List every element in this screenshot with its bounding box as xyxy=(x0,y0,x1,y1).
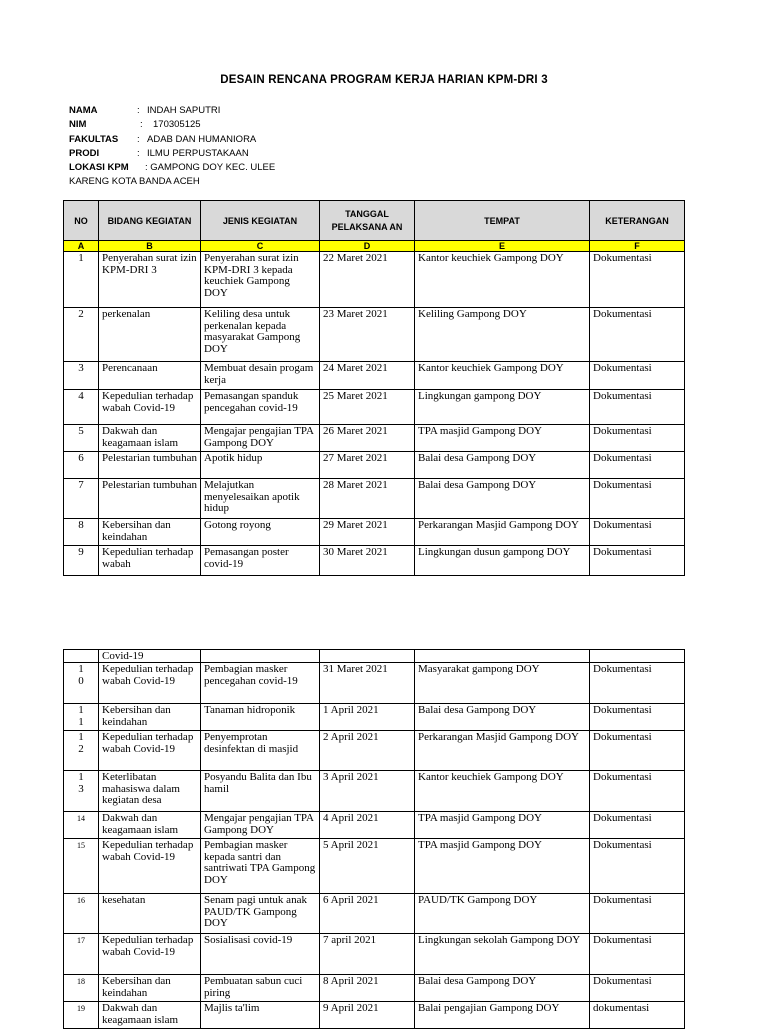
cell-no: 8 xyxy=(64,519,99,546)
cell-jenis: Sosialisasi covid-19 xyxy=(201,934,320,975)
cell-tempat: PAUD/TK Gampong DOY xyxy=(415,894,590,934)
cell-bidang: Covid-19 xyxy=(99,650,201,663)
cell-tanggal: 28 Maret 2021 xyxy=(320,479,415,519)
cell-no xyxy=(64,663,99,704)
letter-c: C xyxy=(201,241,320,252)
cell-keterangan: Dokumentasi xyxy=(590,934,685,975)
row-number-digit: 1 xyxy=(78,663,84,675)
cell-jenis: Pemasangan poster covid-19 xyxy=(201,546,320,576)
cell-bidang: Kebersihan dan keindahan xyxy=(99,975,201,1002)
cell-bidang: Penyerahan surat izin KPM-DRI 3 xyxy=(99,252,201,308)
cell-tanggal: 2 April 2021 xyxy=(320,731,415,771)
cell-jenis: Majlis ta'lim xyxy=(201,1002,320,1029)
table-row xyxy=(64,479,685,519)
info-row-lokasi-cont xyxy=(69,175,275,189)
cell-no xyxy=(64,771,99,812)
cell-keterangan: Dokumentasi xyxy=(590,812,685,839)
cell-tempat: Balai desa Gampong DOY xyxy=(415,704,590,731)
table-row xyxy=(64,1002,685,1029)
cell-keterangan: Dokumentasi xyxy=(590,390,685,425)
info-continuation: KARENG KOTA BANDA ACEH xyxy=(69,176,200,188)
cell-bidang: Dakwah dan keagamaan islam xyxy=(99,425,201,452)
cell-bidang: Kebersihan dan keindahan xyxy=(99,704,201,731)
cell-no xyxy=(64,704,99,731)
cell-tanggal: 27 Maret 2021 xyxy=(320,452,415,479)
row-number-digit: 0 xyxy=(78,674,84,687)
cell-keterangan: Dokumentasi xyxy=(590,308,685,362)
cell-bidang: perkenalan xyxy=(99,308,201,362)
cell-tempat: Kantor keuchiek Gampong DOY xyxy=(415,362,590,390)
info-row-prodi xyxy=(69,147,275,161)
cell-no: 3 xyxy=(64,362,99,390)
cell-keterangan: dokumentasi xyxy=(590,1002,685,1029)
cell-keterangan xyxy=(590,650,685,663)
table-row xyxy=(64,390,685,425)
info-row-nim xyxy=(69,118,275,132)
cell-tempat: Balai desa Gampong DOY xyxy=(415,479,590,519)
info-sep: : xyxy=(137,105,140,116)
table-row xyxy=(64,812,685,839)
info-sep: : xyxy=(137,133,140,145)
cell-tanggal: 1 April 2021 xyxy=(320,704,415,731)
table-row xyxy=(64,839,685,894)
cell-tempat: Keliling Gampong DOY xyxy=(415,308,590,362)
header-tempat: TEMPAT xyxy=(415,201,590,241)
cell-no: 1 xyxy=(64,252,99,308)
cell-tanggal: 23 Maret 2021 xyxy=(320,308,415,362)
header-tanggal: TANGGAL PELAKSANA AN xyxy=(320,201,415,241)
cell-bidang: Kebersihan dan keindahan xyxy=(99,519,201,546)
cell-no: 16 xyxy=(64,894,99,934)
info-sep: : xyxy=(140,119,143,131)
letter-d: D xyxy=(320,241,415,252)
cell-jenis: Senam pagi untuk anak PAUD/TK Gampong DOY xyxy=(201,894,320,934)
cell-bidang: Kepedulian terhadap wabah Covid-19 xyxy=(99,839,201,894)
cell-no: 7 xyxy=(64,479,99,519)
table-row xyxy=(64,252,685,308)
table-body-page-1 xyxy=(64,252,685,576)
cell-bidang: Kepedulian terhadap wabah Covid-19 xyxy=(99,731,201,771)
cell-tempat: Kantor keuchiek Gampong DOY xyxy=(415,252,590,308)
cell-no: 4 xyxy=(64,390,99,425)
letter-a: A xyxy=(64,241,99,252)
cell-tanggal: 31 Maret 2021 xyxy=(320,663,415,704)
cell-jenis: Penyerahan surat izin KPM-DRI 3 kepada keuchiek Gampong DOY xyxy=(201,252,320,308)
cell-tempat: Balai desa Gampong DOY xyxy=(415,452,590,479)
cell-jenis: Keliling desa untuk perkenalan kepada masyarakat Gampong DOY xyxy=(201,308,320,362)
cell-jenis: Melajutkan menyelesaikan apotik hidup xyxy=(201,479,320,519)
cell-tanggal xyxy=(320,650,415,663)
cell-tanggal: 22 Maret 2021 xyxy=(320,252,415,308)
cell-keterangan: Dokumentasi xyxy=(590,704,685,731)
cell-no: 6 xyxy=(64,452,99,479)
info-row-lokasi xyxy=(69,161,275,175)
cell-tempat xyxy=(415,650,590,663)
header-no: NO xyxy=(64,201,99,241)
cell-tempat: Perkarangan Masjid Gampong DOY xyxy=(415,731,590,771)
cell-bidang: Perencanaan xyxy=(99,362,201,390)
cell-no: 17 xyxy=(64,934,99,975)
info-value: INDAH SAPUTRI xyxy=(147,105,221,116)
cell-keterangan: Dokumentasi xyxy=(590,252,685,308)
cell-jenis: Pembagian masker kepada santri dan santriwati TPA Gampong DOY xyxy=(201,839,320,894)
table-row xyxy=(64,771,685,812)
cell-tanggal: 26 Maret 2021 xyxy=(320,425,415,452)
cell-keterangan: Dokumentasi xyxy=(590,975,685,1002)
cell-tanggal: 30 Maret 2021 xyxy=(320,546,415,576)
cell-bidang: Dakwah dan keagamaan islam xyxy=(99,1002,201,1029)
table-body-page-2 xyxy=(64,650,685,1029)
cell-jenis: Mengajar pengajian TPA Gampong DOY xyxy=(201,812,320,839)
cell-bidang: Kepedulian terhadap wabah Covid-19 xyxy=(99,390,201,425)
document-title: DESAIN RENCANA PROGRAM KERJA HARIAN KPM-DRI 3 xyxy=(220,74,548,86)
table-row xyxy=(64,975,685,1002)
info-label: NAMA xyxy=(69,105,98,116)
cell-tempat: TPA masjid Gampong DOY xyxy=(415,425,590,452)
cell-tanggal: 6 April 2021 xyxy=(320,894,415,934)
table-row xyxy=(64,425,685,452)
cell-keterangan: Dokumentasi xyxy=(590,519,685,546)
cell-no: 9 xyxy=(64,546,99,576)
table-row xyxy=(64,731,685,771)
cell-tanggal: 5 April 2021 xyxy=(320,839,415,894)
cell-tanggal: 3 April 2021 xyxy=(320,771,415,812)
cell-tempat: Lingkungan sekolah Gampong DOY xyxy=(415,934,590,975)
cell-bidang: Keterlibatan mahasiswa dalam kegiatan desa xyxy=(99,771,201,812)
cell-keterangan: Dokumentasi xyxy=(590,425,685,452)
cell-tempat: Lingkungan gampong DOY xyxy=(415,390,590,425)
letter-b: B xyxy=(99,241,201,252)
cell-keterangan: Dokumentasi xyxy=(590,771,685,812)
program-table-page-2 xyxy=(63,649,685,1029)
cell-keterangan: Dokumentasi xyxy=(590,839,685,894)
table-header-row xyxy=(64,201,685,241)
column-letter-row xyxy=(64,241,685,252)
info-value: : GAMPONG DOY KEC. ULEE xyxy=(145,162,276,174)
info-sep: : xyxy=(137,147,140,159)
cell-jenis: Gotong royong xyxy=(201,519,320,546)
cell-bidang: Kepedulian terhadap wabah xyxy=(99,546,201,576)
header-jenis: JENIS KEGIATAN xyxy=(201,201,320,241)
row-number-digit: 1 xyxy=(78,731,84,743)
table-row xyxy=(64,704,685,731)
cell-no: 15 xyxy=(64,839,99,894)
row-number-digit: 1 xyxy=(78,704,84,716)
cell-jenis: Penyemprotan desinfektan di masjid xyxy=(201,731,320,771)
cell-tempat: Masyarakat gampong DOY xyxy=(415,663,590,704)
cell-tempat: TPA masjid Gampong DOY xyxy=(415,812,590,839)
info-label: FAKULTAS xyxy=(69,133,119,145)
header-bidang: BIDANG KEGIATAN xyxy=(99,201,201,241)
cell-keterangan: Dokumentasi xyxy=(590,362,685,390)
cell-no xyxy=(64,731,99,771)
info-value: ILMU PERPUSTAKAAN xyxy=(147,147,249,159)
cell-keterangan: Dokumentasi xyxy=(590,546,685,576)
cell-no: 5 xyxy=(64,425,99,452)
cell-tempat: Balai pengajian Gampong DOY xyxy=(415,1002,590,1029)
cell-bidang: Kepedulian terhadap wabah Covid-19 xyxy=(99,934,201,975)
cell-bidang: Pelestarian tumbuhan xyxy=(99,479,201,519)
info-label: PRODI xyxy=(69,147,100,159)
table-row xyxy=(64,663,685,704)
table-row xyxy=(64,362,685,390)
cell-no: 18 xyxy=(64,975,99,1002)
cell-tanggal: 25 Maret 2021 xyxy=(320,390,415,425)
cell-keterangan: Dokumentasi xyxy=(590,479,685,519)
cell-no: 14 xyxy=(64,812,99,839)
cell-tanggal: 7 april 2021 xyxy=(320,934,415,975)
cell-no: 2 xyxy=(64,308,99,362)
info-value: 170305125 xyxy=(153,119,201,131)
row-number-digit: 2 xyxy=(78,742,84,755)
cell-keterangan: Dokumentasi xyxy=(590,731,685,771)
cell-no xyxy=(64,650,99,663)
cell-jenis: Mengajar pengajian TPA Gampong DOY xyxy=(201,425,320,452)
row-number-digit: 1 xyxy=(78,715,84,728)
cell-jenis xyxy=(201,650,320,663)
header-keterangan: KETERANGAN xyxy=(590,201,685,241)
table-row xyxy=(64,452,685,479)
cell-jenis: Tanaman hidroponik xyxy=(201,704,320,731)
cell-jenis: Apotik hidup xyxy=(201,452,320,479)
cell-bidang: Dakwah dan keagamaan islam xyxy=(99,812,201,839)
student-info xyxy=(69,104,275,190)
cell-tanggal: 9 April 2021 xyxy=(320,1002,415,1029)
cell-jenis: Pemasangan spanduk pencegahan covid-19 xyxy=(201,390,320,425)
letter-f: F xyxy=(590,241,685,252)
row-number-digit: 3 xyxy=(78,782,84,795)
row-number-digit: 1 xyxy=(78,771,84,783)
cell-tanggal: 4 April 2021 xyxy=(320,812,415,839)
cell-jenis: Membuat desain progam kerja xyxy=(201,362,320,390)
cell-tempat: TPA masjid Gampong DOY xyxy=(415,839,590,894)
cell-tanggal: 29 Maret 2021 xyxy=(320,519,415,546)
table-row xyxy=(64,894,685,934)
cell-keterangan: Dokumentasi xyxy=(590,663,685,704)
table-row xyxy=(64,519,685,546)
cell-keterangan: Dokumentasi xyxy=(590,894,685,934)
table-row xyxy=(64,546,685,576)
cell-tempat: Lingkungan dusun gampong DOY xyxy=(415,546,590,576)
cell-tanggal: 24 Maret 2021 xyxy=(320,362,415,390)
letter-e: E xyxy=(415,241,590,252)
info-row-fakultas xyxy=(69,133,275,147)
cell-bidang: Pelestarian tumbuhan xyxy=(99,452,201,479)
table-row xyxy=(64,308,685,362)
cell-jenis: Pembuatan sabun cuci piring xyxy=(201,975,320,1002)
cell-tempat: Kantor keuchiek Gampong DOY xyxy=(415,771,590,812)
cell-jenis: Pembagian masker pencegahan covid-19 xyxy=(201,663,320,704)
cell-no: 19 xyxy=(64,1002,99,1029)
cell-tempat: Perkarangan Masjid Gampong DOY xyxy=(415,519,590,546)
info-label: NIM xyxy=(69,119,87,131)
table-row xyxy=(64,934,685,975)
cell-keterangan: Dokumentasi xyxy=(590,452,685,479)
cell-bidang: kesehatan xyxy=(99,894,201,934)
info-label: LOKASI KPM xyxy=(69,162,129,174)
cell-tanggal: 8 April 2021 xyxy=(320,975,415,1002)
table-row-continuation xyxy=(64,650,685,663)
cell-jenis: Posyandu Balita dan Ibu hamil xyxy=(201,771,320,812)
cell-tempat: Balai desa Gampong DOY xyxy=(415,975,590,1002)
program-table-page-1 xyxy=(63,200,685,576)
cell-bidang: Kepedulian terhadap wabah Covid-19 xyxy=(99,663,201,704)
info-value: ADAB DAN HUMANIORA xyxy=(147,133,257,145)
info-row-nama xyxy=(69,104,275,118)
